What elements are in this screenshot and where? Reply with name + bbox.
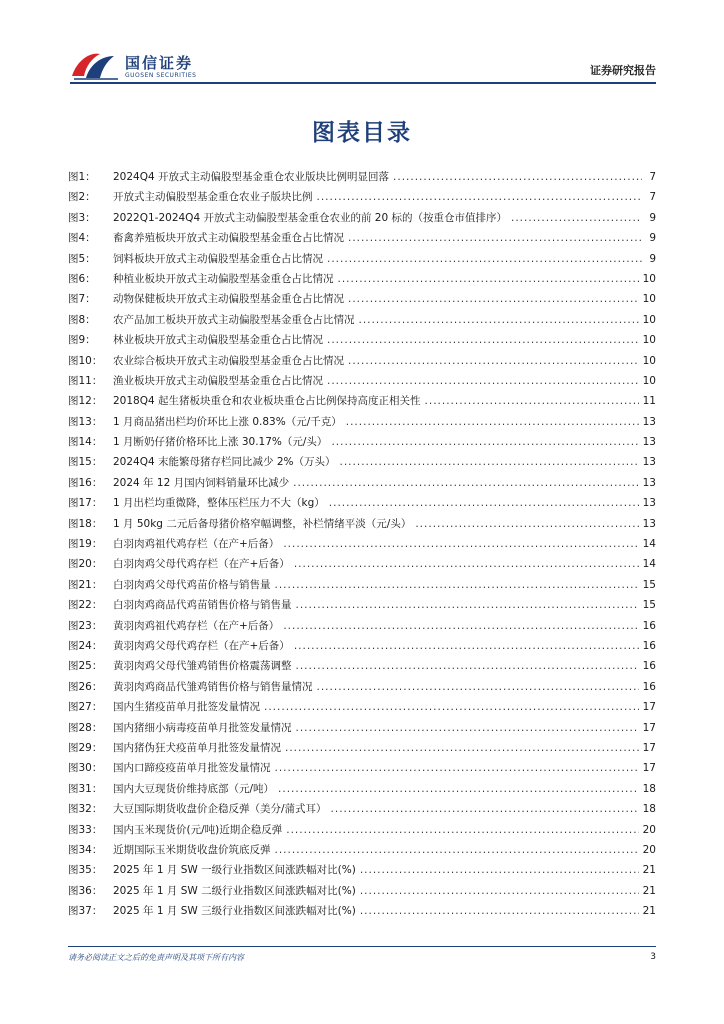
toc-figure-number: 图29：	[68, 741, 103, 754]
toc-figure-number: 图33：	[68, 823, 103, 836]
toc-entry[interactable]	[68, 801, 656, 821]
toc-page-number: 18	[642, 782, 656, 795]
toc-figure-number: 图7：	[68, 293, 96, 306]
toc-entry-title: 白羽肉鸡商品代鸡苗销售价格与销售量	[113, 599, 292, 612]
toc-page-number: 13	[642, 436, 656, 449]
toc-leader-dots	[327, 334, 639, 346]
toc-entry[interactable]	[68, 291, 656, 311]
toc-leader-dots	[359, 314, 639, 326]
toc-figure-number: 图30：	[68, 762, 103, 775]
toc-figure-number: 图14：	[68, 436, 103, 449]
toc-entry[interactable]	[68, 658, 656, 678]
toc-leader-dots	[331, 436, 638, 448]
toc-leader-dots	[338, 273, 639, 285]
toc-page-number: 10	[642, 313, 656, 326]
toc-page-number: 10	[642, 374, 656, 387]
toc-page-number: 17	[642, 701, 656, 714]
toc-page-number: 21	[642, 905, 656, 918]
toc-page-number: 20	[642, 843, 656, 856]
toc-entry[interactable]	[68, 883, 656, 903]
toc-entry[interactable]	[68, 699, 656, 719]
toc-leader-dots	[294, 558, 639, 570]
toc-leader-dots	[275, 762, 639, 774]
toc-entry[interactable]	[68, 251, 656, 271]
toc-leader-dots	[329, 497, 639, 509]
toc-page-number: 13	[642, 517, 656, 530]
toc-leader-dots	[293, 477, 639, 489]
toc-page-number: 10	[642, 354, 656, 367]
toc-page-number: 21	[642, 884, 656, 897]
header-divider	[70, 82, 656, 84]
toc-entry-title: 国内口蹄疫疫苗单月批签发量情况	[113, 762, 271, 775]
toc-entry[interactable]	[68, 740, 656, 760]
toc-figure-number: 图10：	[68, 354, 103, 367]
toc-figure-number: 图6：	[68, 272, 96, 285]
toc-figure-number: 图23：	[68, 619, 103, 632]
toc-figure-number: 图18：	[68, 517, 103, 530]
toc-figure-number: 图9：	[68, 334, 96, 347]
toc-page-number: 16	[642, 660, 656, 673]
toc-entry[interactable]	[68, 312, 656, 332]
toc-figure-number: 图3：	[68, 211, 96, 224]
toc-entry[interactable]	[68, 230, 656, 250]
toc-entry[interactable]	[68, 434, 656, 454]
toc-figure-number: 图1：	[68, 171, 96, 183]
toc-figure-number: 图28：	[68, 721, 103, 734]
toc-leader-dots	[317, 191, 643, 203]
toc-leader-dots	[348, 293, 639, 305]
toc-leader-dots	[327, 253, 642, 265]
toc-leader-dots	[294, 640, 639, 652]
toc-entry-title: 近期国际玉米期货收盘价筑底反弹	[113, 843, 271, 856]
toc-entry[interactable]	[68, 353, 656, 373]
toc-figure-number: 图22：	[68, 599, 103, 612]
toc-entry-title: 渔业板块开放式主动偏股型基金重仓占比情况	[113, 374, 323, 387]
figure-index-list	[68, 169, 656, 923]
toc-entry-title: 国内玉米现货价(元/吨)近期企稳反弹	[113, 823, 283, 836]
toc-figure-number: 图19：	[68, 538, 103, 551]
toc-entry[interactable]	[68, 597, 656, 617]
toc-entry-title: 1 月出栏均重微降，整体压栏压力不大（kg）	[113, 497, 325, 510]
toc-entry[interactable]	[68, 210, 656, 230]
toc-figure-number: 图4：	[68, 232, 96, 245]
toc-entry[interactable]	[68, 414, 656, 434]
toc-leader-dots	[348, 355, 639, 367]
toc-figure-number: 图16：	[68, 476, 103, 489]
toc-page-number: 9	[649, 232, 656, 245]
toc-entry-title: 畜禽养殖板块开放式主动偏股型基金重仓占比情况	[113, 232, 344, 245]
page-title: 图表目录	[312, 120, 412, 146]
toc-page-number: 20	[642, 823, 656, 836]
toc-figure-number: 图20：	[68, 558, 103, 571]
toc-entry-title: 黄羽肉鸡商品代雏鸡销售价格与销售量情况	[113, 680, 313, 693]
toc-entry-title: 白羽肉鸡父母代鸡苗价格与销售量	[113, 578, 271, 591]
toc-entry[interactable]	[68, 454, 656, 474]
toc-figure-number: 图2：	[68, 191, 96, 204]
toc-page-number: 16	[642, 680, 656, 693]
toc-entry[interactable]	[68, 556, 656, 576]
toc-page-number: 17	[642, 721, 656, 734]
toc-entry-title: 农业综合板块开放式主动偏股型基金重仓占比情况	[113, 354, 344, 367]
toc-figure-number: 图13：	[68, 415, 103, 428]
toc-entry[interactable]	[68, 822, 656, 842]
toc-figure-number: 图37：	[68, 905, 103, 918]
toc-leader-dots	[275, 579, 639, 591]
toc-leader-dots	[360, 905, 639, 917]
toc-figure-number: 图5：	[68, 252, 96, 265]
toc-entry[interactable]	[68, 169, 656, 189]
logo-english-name: GUOSEN SECURITIES	[125, 72, 197, 79]
toc-figure-number: 图25：	[68, 660, 103, 673]
toc-entry[interactable]	[68, 332, 656, 352]
toc-entry[interactable]	[68, 842, 656, 862]
toc-page-number: 10	[642, 272, 656, 285]
toc-leader-dots	[296, 660, 639, 672]
toc-figure-number: 图32：	[68, 803, 103, 816]
toc-page-number: 16	[642, 639, 656, 652]
toc-entry[interactable]	[68, 271, 656, 291]
toc-figure-number: 图24：	[68, 639, 103, 652]
toc-entry-title: 国内大豆现货价维持底部（元/吨）	[113, 782, 275, 795]
toc-figure-number: 图8：	[68, 313, 96, 326]
toc-figure-number: 图27：	[68, 701, 103, 714]
toc-leader-dots	[264, 701, 639, 713]
toc-entry[interactable]	[68, 760, 656, 780]
toc-leader-dots	[360, 864, 639, 876]
report-type-label: 证券研究报告	[590, 64, 656, 77]
toc-entry[interactable]	[68, 393, 656, 413]
toc-leader-dots	[346, 416, 639, 428]
toc-leader-dots	[327, 375, 639, 387]
toc-entry[interactable]	[68, 781, 656, 801]
toc-entry-title: 1 月断奶仔猪价格环比上涨 30.17%（元/头）	[113, 436, 328, 449]
toc-leader-dots	[415, 518, 638, 530]
toc-leader-dots	[278, 783, 639, 795]
toc-entry-title: 国内生猪疫苗单月批签发量情况	[113, 701, 260, 714]
toc-page-number: 13	[642, 476, 656, 489]
toc-page-number: 17	[642, 741, 656, 754]
toc-leader-dots	[340, 456, 639, 468]
toc-entry-title: 黄羽肉鸡父母代雏鸡销售价格震荡调整	[113, 660, 292, 673]
toc-page-number: 14	[642, 538, 656, 551]
toc-leader-dots	[511, 212, 642, 224]
toc-leader-dots	[296, 599, 639, 611]
toc-entry[interactable]	[68, 475, 656, 495]
toc-entry[interactable]	[68, 536, 656, 556]
toc-leader-dots	[360, 885, 639, 897]
toc-entry[interactable]	[68, 903, 656, 923]
toc-entry-title: 2024Q4 开放式主动偏股型基金重仓农业版块比例明显回落	[113, 171, 390, 183]
toc-page-number: 10	[642, 293, 656, 306]
toc-entry-title: 种植业板块开放式主动偏股型基金重仓占比情况	[113, 272, 334, 285]
toc-figure-number: 图15：	[68, 456, 103, 469]
toc-entry[interactable]	[68, 495, 656, 515]
toc-entry-title: 农产品加工板块开放式主动偏股型基金重仓占比情况	[113, 313, 355, 326]
toc-leader-dots	[275, 844, 639, 856]
toc-entry-title: 黄羽肉鸡父母代鸡存栏（在产+后备）	[113, 639, 290, 652]
toc-page-number: 14	[642, 558, 656, 571]
disclaimer-note: 请务必阅读正文之后的免责声明及其项下所有内容	[68, 953, 244, 962]
logo-chinese-name: 国信证券	[125, 54, 194, 72]
toc-figure-number: 图36：	[68, 884, 103, 897]
toc-entry-title: 开放式主动偏股型基金重仓农业子版块比例	[113, 191, 313, 204]
toc-page-number: 7	[649, 191, 656, 204]
toc-leader-dots	[425, 395, 639, 407]
toc-entry-title: 2025 年 1 月 SW 二级行业指数区间涨跌幅对比(%)	[113, 884, 356, 897]
toc-figure-number: 图35：	[68, 864, 103, 877]
toc-page-number: 15	[642, 578, 656, 591]
toc-entry[interactable]	[68, 189, 656, 209]
toc-entry-title: 饲料板块开放式主动偏股型基金重仓占比情况	[113, 252, 323, 265]
toc-entry-title: 2024Q4 末能繁母猪存栏同比减少 2%（万头）	[113, 456, 336, 469]
toc-leader-dots	[285, 742, 639, 754]
toc-entry-title: 2024 年 12 月国内饲料销量环比减少	[113, 476, 290, 489]
toc-page-number: 13	[642, 415, 656, 428]
toc-page-number: 9	[649, 252, 656, 265]
toc-entry-title: 1 月 50kg 二元后备母猪价格窄幅调整，补栏情绪平淡（元/头）	[113, 517, 412, 530]
toc-entry[interactable]	[68, 720, 656, 740]
toc-page-number: 15	[642, 599, 656, 612]
toc-leader-dots	[286, 824, 638, 836]
toc-entry[interactable]	[68, 679, 656, 699]
toc-entry-title: 动物保健板块开放式主动偏股型基金重仓占比情况	[113, 293, 344, 306]
toc-page-number: 10	[642, 334, 656, 347]
guosen-logo	[70, 50, 220, 84]
toc-leader-dots	[348, 232, 642, 244]
toc-entry-title: 2018Q4 起生猪板块重仓和农业板块重仓占比例保持高度正相关性	[113, 395, 421, 408]
toc-page-number: 13	[642, 456, 656, 469]
toc-entry-title: 林业板块开放式主动偏股型基金重仓占比情况	[113, 334, 323, 347]
page-header	[0, 0, 724, 90]
toc-entry-title: 2025 年 1 月 SW 三级行业指数区间涨跌幅对比(%)	[113, 905, 356, 918]
toc-leader-dots	[317, 681, 639, 693]
toc-figure-number: 图31：	[68, 782, 103, 795]
toc-entry-title: 国内猪细小病毒疫苗单月批签发量情况	[113, 721, 292, 734]
toc-entry-title: 国内猪伪狂犬疫苗单月批签发量情况	[113, 741, 281, 754]
toc-entry[interactable]	[68, 618, 656, 638]
toc-entry-title: 2025 年 1 月 SW 一级行业指数区间涨跌幅对比(%)	[113, 864, 356, 877]
toc-entry-title: 白羽肉鸡祖代鸡存栏（在产+后备）	[113, 538, 280, 551]
toc-page-number: 11	[642, 395, 656, 408]
toc-entry-title: 大豆国际期货收盘价企稳反弹（美分/蒲式耳）	[113, 803, 327, 816]
toc-page-number: 21	[642, 864, 656, 877]
toc-figure-number: 图11：	[68, 374, 103, 387]
toc-leader-dots	[331, 803, 639, 815]
toc-entry-title: 1 月商品猪出栏均价环比上涨 0.83%（元/千克）	[113, 415, 342, 428]
toc-entry[interactable]	[68, 577, 656, 597]
toc-entry[interactable]	[68, 516, 656, 536]
guosen-logo-icon	[70, 50, 122, 82]
toc-leader-dots	[393, 171, 642, 183]
toc-figure-number: 图34：	[68, 843, 103, 856]
toc-entry-title: 白羽肉鸡父母代鸡存栏（在产+后备）	[113, 558, 290, 571]
toc-leader-dots	[283, 538, 638, 550]
toc-page-number: 16	[642, 619, 656, 632]
toc-entry[interactable]	[68, 373, 656, 393]
toc-figure-number: 图26：	[68, 680, 103, 693]
page-number: 3	[650, 952, 656, 962]
toc-entry[interactable]	[68, 638, 656, 658]
footer-divider	[68, 946, 656, 947]
toc-entry[interactable]	[68, 862, 656, 882]
toc-figure-number: 图12：	[68, 395, 103, 408]
toc-entry-title: 黄羽肉鸡祖代鸡存栏（在产+后备）	[113, 619, 280, 632]
toc-page-number: 18	[642, 803, 656, 816]
toc-page-number: 9	[649, 211, 656, 224]
toc-page-number: 7	[649, 171, 656, 183]
toc-leader-dots	[283, 620, 638, 632]
toc-figure-number: 图17：	[68, 497, 103, 510]
toc-page-number: 13	[642, 497, 656, 510]
toc-page-number: 17	[642, 762, 656, 775]
toc-entry-title: 2022Q1-2024Q4 开放式主动偏股型基金重仓农业的前 20 标的（按重仓市值排序）	[113, 211, 507, 224]
toc-figure-number: 图21：	[68, 578, 103, 591]
toc-leader-dots	[296, 722, 639, 734]
